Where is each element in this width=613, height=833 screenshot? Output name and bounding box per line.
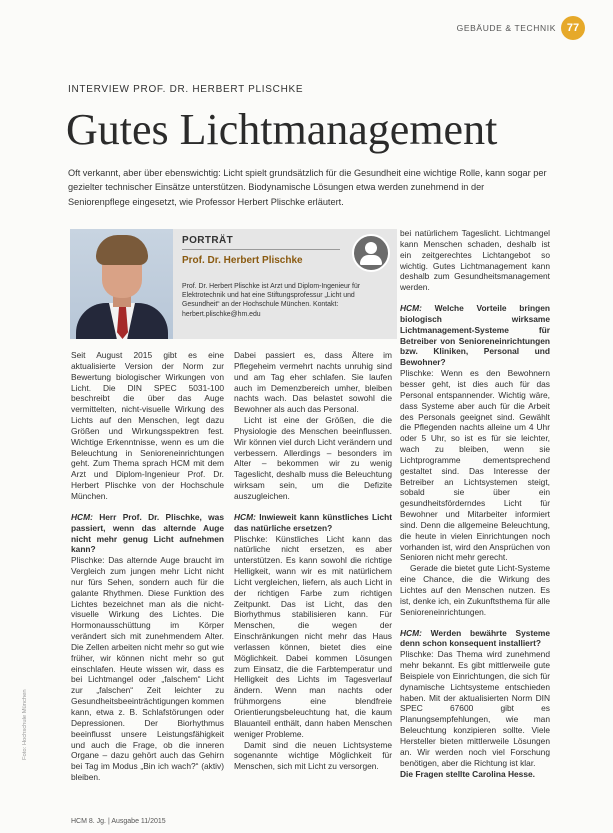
portrait-photo — [70, 229, 173, 339]
text-column-1 — [71, 350, 224, 783]
portrait-label: PORTRÄT — [182, 235, 234, 246]
section-label: GEBÄUDE & TECHNIK — [456, 23, 556, 33]
portrait-box — [70, 229, 397, 339]
question-1: HCM: Herr Prof. Dr. Plischke, was passiert, wenn das alternde Auge nicht mehr genug Licht aufnehmen kann? — [71, 511, 224, 555]
portrait-name: Prof. Dr. Herbert Plischke — [182, 255, 303, 266]
photo-credit: Foto: Hochschule München — [22, 689, 28, 760]
page-footer: HCM 8. Jg. | Ausgabe 11/2015 — [71, 818, 166, 825]
answer-4: Plischke: Das Thema wird zunehmend mehr bekannt. Es gibt mittlerweile gute Beispiele von Einrichtungen, die sich für dynamische Lichtsysteme entschieden haben. Mit der aktualisierten Norm DIN SPEC 67600 gibt es Planungsempfehlungen, wie man Beleuchtung konzipieren sollte. Viele Hersteller bieten mittlerweile Lösungen an. Wir werden noch viel Forschung benötigen, aber die Richtung ist klar. — [400, 649, 550, 768]
portrait-bio: Prof. Dr. Herbert Plischke ist Arzt und Diplom-Ingenieur für Elektrotechnik und hat eine Stiftungsprofessur „Licht und Gesundheit“ an der Hochschule München. Kontakt: herbert.plischke@hm.edu — [182, 283, 361, 318]
paragraph: Gerade die bietet gute Licht-Systeme eine Chance, die die Wirkung des Lichtes auf den Menschen nutzen. Es ist, denke ich, ein Zukunftsthema für alle Senioreneinrichtungen. — [400, 563, 550, 617]
person-icon — [352, 234, 390, 272]
paragraph: Dabei passiert es, dass Ältere im Pflegeheim vermehrt nachts unruhig sind und am Tag eher schlafen. Sie laufen auch im Demenzbereich umher, bleiben nachts wach. Das belastet sowohl die Bewohner als auch das Personal. — [234, 350, 392, 415]
intro-paragraph: Seit August 2015 gibt es eine aktualisierte Version der Norm zur Bewertung biologischer Wirkungen von Licht. Die DIN SPEC 5031-100 beschreibt die über das Auge vermittelten, nicht-visuelle Wirkung des Lichts auf den Menschen, legt dazu Größen und Wirkungsspektren fest. Wichtige Erkenntnisse, wenn es um die Beleuchtung in Senioreneinrichtungen geht. Zum Thema sprach HCM mit dem Arzt und Diplom-Ingenieur Prof. Dr. Herbert Plischke von der Hochschule München. — [71, 350, 224, 501]
article-lead: Oft verkannt, aber über ebenswichtig: Licht spielt grundsätzlich für die Gesundheit eine wichtige Rolle, kann sogar per gezielter technischer Einsätze unterstützen. Biodynamische Lösungen etwa werden zunehmend in der Seniorenpflege eingesetzt, wie Professor Herbert Plischke erläutert. — [68, 168, 547, 207]
answer-1: Plischke: Das alternde Auge braucht im Vergleich zum jungen mehr Licht nicht nur fürs Sehen, sondern auch für die galante Rhythmen. Diese Funktion des Lichtes bezeichnet man als die nicht-visuelle Wirkung des Lichtes. Die Hormonausschüttung im Körper verändert sich mit zunehmendem Alter. Die Zellen arbeiten nicht mehr so gut wie früher, wir können nicht mehr so gut einschlafen. Heute wissen wir, dass es bei Lichtmangel oder „falschem“ Licht zur „falschen“ Zeit leichter zu Gesundheitsbeeinträchtigungen kommen kann, etwa z. B. Schlafstörungen oder Depressionen. Der Biorhythmus beeinflusst unsere Leistungsfähigkeit und auch die Frage, ob die inneren Organe – dazu gehört auch das Gehirn bei Tag im Modus „Bin ich wach?“ (aktiv) bleiben. — [71, 555, 224, 783]
portrait-divider — [182, 249, 340, 250]
article-kicker: INTERVIEW PROF. DR. HERBERT PLISCHKE — [68, 84, 304, 95]
page-number-badge: 77 — [561, 16, 585, 40]
answer-3: Plischke: Wenn es den Bewohnern besser geht, ist dies auch für das Personal entspannender. Wichtig wäre, dass Systeme aber auch für die Arbeit des Personals geeignet sind. Gewählt die Pflegenden nachts alleine um 4 Uhr oder 5 Uhr, so ist es für sie leichter, wach zu bleiben, wenn sie Lichtprogramme dementsprechend gestaltet sind. Das Interesse der Betreiber an Lichtsystemen steigt, sobald sie über ein gesundheitsförderndes Licht für Bewohner und Mitarbeiter informiert sind. Denn die allgemeine Beleuchtung, die heute in vielen Einrichtungen noch vorhanden ist, wird den Ansprüchen von Senioren nicht mehr gerecht. — [400, 368, 550, 563]
question-2: HCM: Inwieweit kann künstliches Licht das natürliche ersetzen? — [234, 511, 393, 533]
paragraph: Damit sind die neuen Lichtsysteme sogenannte wichtige Möglichkeit für Menschen, sich mit Licht zu versorgen. — [234, 739, 392, 772]
answer-2: Plischke: Künstliches Licht kann das natürliche nicht ersetzen, es aber unterstützen. Es kann sowohl die richtige Helligkeit, wann wir es mit natürlichem Licht vergleichen, liefern, als auch Licht in der richtigen Farbe zum richtigen Zeitpunkt. Das ist Licht, das den Biorhythmus stabilisieren kann. Für Menschen, die wegen der Einschränkungen nicht mehr das Haus verlassen können, bietet dies eine Möglichkeit. Dabei kommen Lösungen zum Einsatz, die die Farbtemperatur und Helligkeit des Lichts im Tagesverlauf ändern. Wenn man nachts oder frühmorgens eine blendfreie Orientierungsbeleuchtung hat, die kaum Blauanteil enthält, dann haben Menschen weniger Probleme. — [234, 533, 392, 739]
paragraph: Licht ist eine der Größen, die die Physiologie des Menschen beeinflussen. Wir können viel durch Licht verändern und verbessern. Allerdings – besonders im Alter – bekommen wir zu wenig Tageslicht, deshalb muss die Beleuchtung wirksam sein, um die Defizite auszugleichen. — [234, 415, 392, 501]
article-title: Gutes Lichtmanagement — [66, 105, 498, 154]
text-column-3 — [400, 228, 550, 779]
question-4: HCM: Werden bewährte Systeme denn schon konsequent installiert? — [400, 627, 550, 649]
paragraph: bei natürlichem Tageslicht. Lichtmangel kann Menschen schaden, deshalb ist ein zeitgerechtes Lichtangebot so wichtig. Gutes Lichtmanagement kann deshalb zum Gesundheitsmanagement werden. — [400, 228, 550, 293]
question-3: HCM: Welche Vorteile bringen biologisch wirksame Lichtmanagement-Systeme für Betreiber von Senioreneinrichtungen bzw. Kliniken, Personal und Bewohner? — [400, 303, 550, 368]
closing-credit: Die Fragen stellte Carolina Hesse. — [400, 768, 535, 779]
text-column-2 — [234, 350, 392, 772]
